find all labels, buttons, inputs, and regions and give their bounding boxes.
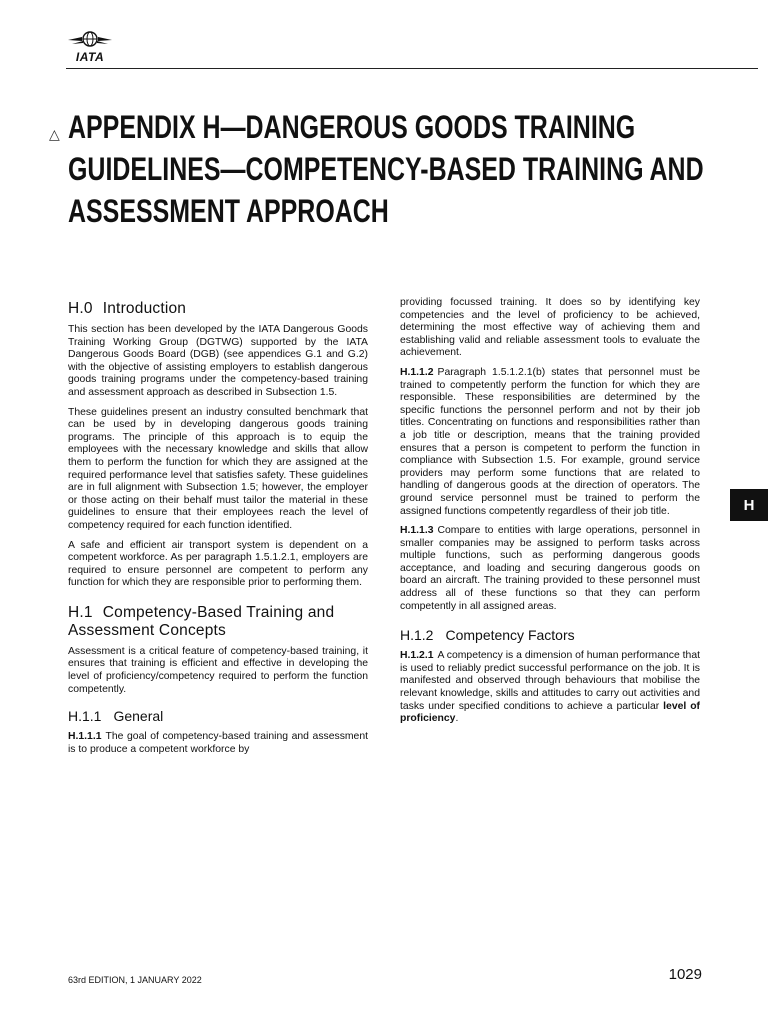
page-title: APPENDIX H—DANGEROUS GOODS TRAINING GUIDELINES—COMPETENCY-BASED TRAINING AND ASSESSMENT APPROACH	[68, 109, 704, 229]
revision-marker: △	[49, 126, 60, 142]
paragraph-end: .	[455, 713, 459, 725]
paragraph-text: Paragraph 1.5.1.2.1(b) states that personnel must be trained to competently perform the function for which they are responsible. These responsibilities are determined by the specific functions the personnel perform and not by their job titles. Concentrating on functions and responsibilities rather than a job title or description, means that the training provided ensures that a person is competent to perform the function in compliance with Subsection 1.5. For example, ground service providers may perform some functions that are related to handling of dangerous goods at the direction of operators. The ground service personnel must be trained to perform the assigned functions competently regardless of their job title.	[400, 366, 700, 517]
edition-label: 63rd EDITION, 1 JANUARY 2022	[68, 975, 202, 985]
section-number: H.1.2	[400, 627, 434, 644]
paragraph	[400, 367, 700, 518]
section-number: H.0	[68, 300, 93, 317]
section-title: Competency-Based Training and Assessment Concepts	[68, 603, 335, 639]
paragraph: This section has been developed by the IATA Dangerous Goods Training Working Group (DGTWG) supported by the IATA Dangerous Goods Board (DGB) (see appendices G.1 and G.2) with the objective of assisting employers to establish dangerous goods training programs under the competency-based training and assessment approach as described in Subsection 1.5.	[68, 324, 368, 398]
section-heading-h1	[68, 604, 368, 640]
section-heading-h0	[68, 300, 368, 318]
paragraph-number: H.1.1.2	[400, 366, 434, 378]
section-number: H.1.1	[68, 708, 102, 725]
paragraph: Assessment is a critical feature of competency-based training, it ensures that training is efficient and effective in developing the level of proficiency/competency required to perform the function competently.	[68, 645, 368, 695]
paragraph-text: A competency is a dimension of human performance that is used to reliably predict successful performance on the job. It is manifested and observed through behaviours that mobilise the relevant knowledge, skills and attitudes to carry out activities and tasks under specified conditions to achieve a particular	[400, 650, 700, 712]
right-column	[400, 297, 700, 733]
section-tab: H	[730, 489, 768, 521]
section-title: Introduction	[102, 300, 187, 317]
section-title: General	[113, 708, 164, 725]
iata-logo	[66, 28, 114, 64]
paragraph: These guidelines present an industry consulted benchmark that can be used by in developing dangerous goods training programs. The principle of this approach is to equip the employees with the necessary knowledge and skills that allow them to perform the function for which they are assigned at the required performance level that satisfies safety. These guidelines are in full alignment with Subsection 1.5; however, the employer or those acting on their behalf must tailor the material in these guidelines to ensure that their employees reach the level of competency required for each function identified.	[68, 406, 368, 531]
globe-wings-icon	[66, 28, 114, 52]
paragraph: providing focussed training. It does so by identifying key competencies and the level of proficiency to be achieved, determining the most effective way of achieving them and establishing valid and reliable assessment tools to evaluate the achievement.	[400, 297, 700, 359]
section-heading-h1-1	[68, 708, 368, 725]
section-number: H.1	[68, 603, 93, 621]
paragraph-number: H.1.1.3	[400, 525, 434, 537]
page-number: 1029	[668, 966, 702, 983]
emphasis-term: level of proficiency	[400, 700, 701, 725]
paragraph-number: H.1.1.1	[68, 731, 102, 743]
logo-text: IATA	[75, 50, 105, 64]
section-heading-h1-2	[400, 627, 700, 644]
paragraph-text: Compare to entities with large operations, personnel in smaller companies may be assigned to perform tasks across multiple functions, such as performing dangerous goods acceptance, and loading and securing dangerous goods on board an aircraft. The training provided to these personnel must address all of these functions so that they can perform competently in all assigned areas.	[400, 525, 700, 612]
header-rule	[66, 68, 758, 69]
paragraph: A safe and efficient air transport system is dependent on a competent workforce. As per paragraph 1.5.1.2.1, employers are required to ensure personnel are competent to perform any function for which they are responsible prior to performing them.	[68, 539, 368, 589]
left-column	[68, 300, 368, 763]
paragraph-text: The goal of competency-based training and assessment is to produce a competent workforce by	[68, 731, 368, 755]
paragraph	[400, 525, 700, 613]
paragraph	[68, 731, 368, 756]
paragraph	[400, 650, 700, 726]
paragraph-number: H.1.2.1	[400, 650, 434, 662]
section-title: Competency Factors	[445, 627, 575, 644]
